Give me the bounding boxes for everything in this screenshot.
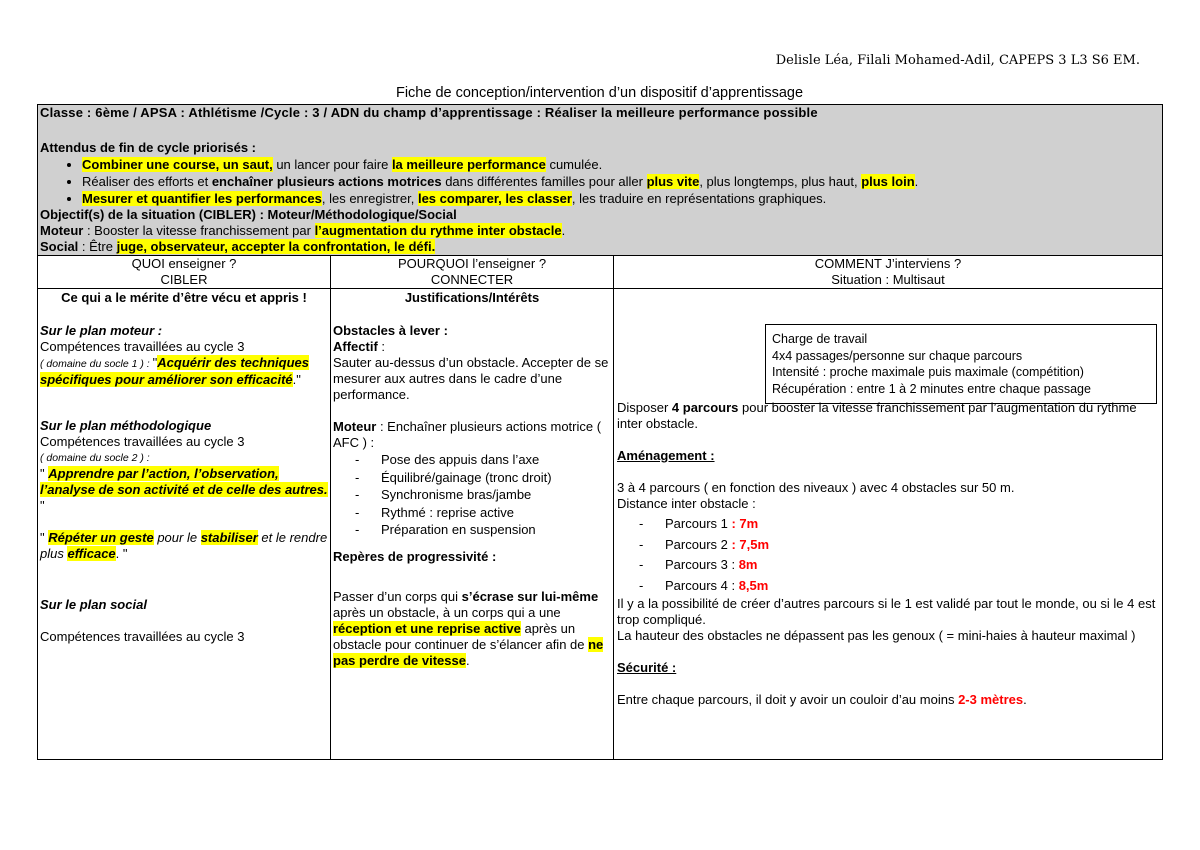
parcours-item: - Parcours 4 : 8,5m (639, 576, 1160, 597)
possibilite-text: Il y a la possibilité de créer d’autres parcours si le 1 est validé par tout le monde, ou si le 4 est trop compliqué. (617, 596, 1156, 627)
document-title: Fiche de conception/intervention d’un dispositif d’apprentissage (395, 85, 804, 101)
connecter-heading: Justifications/Intérêts (404, 290, 540, 305)
cibler-cell (38, 289, 331, 760)
amenagement-line-2: Distance inter obstacle : (617, 496, 756, 511)
securite-label: Sécurité : (617, 660, 677, 675)
column-header-pourquoi: POURQUOI l’enseigner ? CONNECTER (331, 256, 614, 289)
hauteur-text: La hauteur des obstacles ne dépassent pas les genoux ( = mini-haies à hauteur maximal ) (617, 628, 1136, 643)
parcours-item: - Parcours 2 : 7,5m (639, 535, 1160, 556)
box-line: Récupération : entre 1 à 2 minutes entre chaque passage (772, 381, 1091, 396)
parcours-list (617, 514, 1160, 596)
amenagement-label: Aménagement : (617, 448, 715, 463)
securite-text: Entre chaque parcours, il doit y avoir un couloir d’au moins 2-3 mètres. (617, 692, 1027, 707)
competences-text: Compétences travaillées au cycle 3 (40, 339, 245, 354)
plan-moteur-title: Sur le plan moteur : (40, 323, 163, 338)
dispose-text: Disposer 4 parcours pour booster la vitesse franchissement par l’augmentation du rythme inter obstacle. (617, 400, 1137, 431)
attendu-item: • Mesurer et quantifier les performances, les enregistrer, les comparer, les classer, les traduire en représentations graphiques. (82, 190, 1160, 207)
attendus-list (40, 156, 1160, 207)
plan-social-title: Sur le plan social (40, 597, 147, 612)
charge-de-travail-box (765, 324, 1157, 404)
socle-text: ( domaine du socle 2 ) : (40, 452, 150, 464)
objectif-label: Objectif(s) de la situation (CIBLER) : Moteur/Méthodologique/Social (40, 207, 457, 222)
affectif-text: Sauter au-dessus d’un obstacle. Accepter de se mesurer aux autres dans le cadre d’une performance. (333, 355, 609, 402)
parcours-item: - Parcours 1 : 7m (639, 514, 1160, 535)
parcours-item: - Parcours 3 : 8m (639, 555, 1160, 576)
classe-line: Classe : 6ème / APSA : Athlétisme /Cycle : 3 / ADN du champ d’apprentissage : Réaliser la meilleure performance possible (40, 105, 818, 120)
moteur-objective: Moteur : Booster la vitesse franchissement par l’augmentation du rythme inter obstacle. (40, 223, 566, 238)
list-item: - Synchronisme bras/jambe (355, 486, 611, 504)
competences-text: Compétences travaillées au cycle 3 (40, 434, 245, 449)
box-line: Intensité : proche maximale puis maximale (compétition) (772, 365, 1084, 379)
connecter-cell (331, 289, 614, 760)
list-item: - Pose des appuis dans l’axe (355, 451, 611, 469)
amenagement-line-1: 3 à 4 parcours ( en fonction des niveaux ) avec 4 obstacles sur 50 m. (617, 480, 1015, 495)
attendu-item: • Réaliser des efforts et enchaîner plusieurs actions motrices dans différentes familles pour aller plus vite, plus longtemps, plus haut, plus loin. (82, 173, 1160, 190)
attendu-item: • Combiner une course, un saut, un lancer pour faire la meilleure performance cumulée. (82, 156, 1160, 173)
column-header-comment: COMMENT J’interviens ? Situation : Multisaut (614, 256, 1163, 289)
obstacles-label: Obstacles à lever : (333, 323, 448, 338)
box-title: Charge de travail (772, 332, 868, 346)
competences-text: Compétences travaillées au cycle 3 (40, 629, 245, 644)
list-item: - Rythmé : reprise active (355, 504, 611, 522)
column-header-quoi: QUOI enseigner ? CIBLER (38, 256, 331, 289)
affectif-line: Affectif : (333, 339, 386, 354)
social-objective: Social : Être juge, observateur, accepter la confrontation, le défi. (40, 239, 436, 254)
attendus-label: Attendus de fin de cycle priorisés : (40, 140, 256, 155)
author-line: Delisle Léa, Filali Mohamed-Adil, CAPEPS 3 L3 S6 EM. (775, 53, 1140, 68)
header-block (38, 105, 1163, 256)
box-line: 4x4 passages/personne sur chaque parcours (772, 348, 1023, 363)
moteur-line: Moteur : Enchaîner plusieurs actions motrice ( AFC ) : (333, 419, 602, 450)
moteur-actions-list (333, 451, 611, 539)
design-sheet-table (37, 104, 1163, 760)
cibler-heading: Ce qui a le mérite d’être vécu et appris ! (61, 290, 307, 305)
list-item: - Équilibré/gainage (tronc droit) (355, 469, 611, 487)
repeter-competence: " Répéter un geste pour le stabiliser et le rendre plus efficace. " (40, 530, 328, 561)
metho-competence: " Apprendre par l’action, l’observation, l’analyse de son activité et de celle des autres. " (40, 466, 328, 513)
list-item: - Préparation en suspension (355, 521, 611, 539)
moteur-competence: ( domaine du socle 1 ) : "Acquérir des techniques spécifiques pour améliorer son efficacité." (40, 355, 309, 387)
reperes-label: Repères de progressivité : (333, 548, 497, 564)
plan-metho-title: Sur le plan méthodologique (40, 418, 212, 433)
progressivite-text: Passer d’un corps qui s’écrase sur lui-même après un obstacle, à un corps qui a une réception et une reprise active après un obstacle pour continuer de s’élancer afin de ne pas perdre de vitesse. (333, 588, 604, 668)
